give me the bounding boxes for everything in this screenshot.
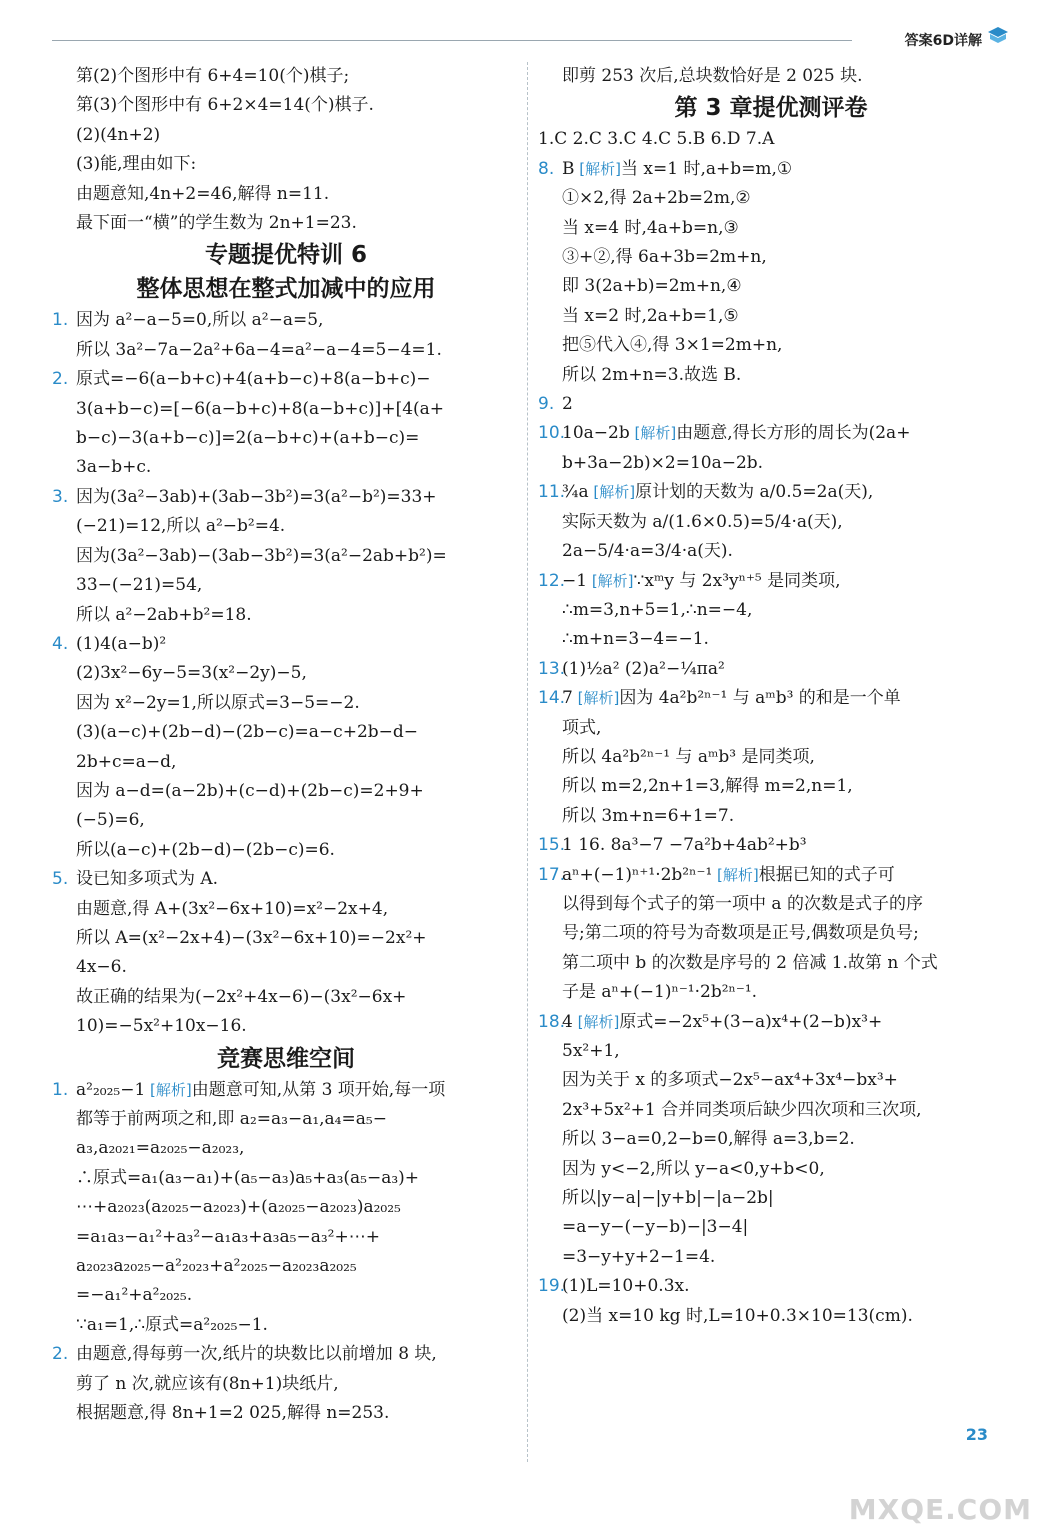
analysis-tag: [解析] [587,571,634,590]
question-number: 11. [538,482,566,503]
answer-line [538,1155,1004,1184]
question-number: 1. [52,310,69,331]
answer-text: 即 3(2a+b)=2m+n,④ [562,276,742,297]
answer-line [52,571,520,600]
question-number: 5. [52,869,69,890]
answer-line [52,395,520,424]
answer-text: 把⑤代入④,得 3×1=2m+n, [562,335,783,356]
question-number: 19. [538,1276,566,1297]
answer-line [538,802,1004,831]
answer-text: ∴m+n=3−4=−1. [562,629,709,650]
answer-text: 最下面一“横”的学生数为 2n+1=23. [76,213,357,234]
answer-text: 根据已知的式子可 [758,864,895,885]
answer-line [52,865,520,894]
answer-text: a²₂₀₂₅−1 [76,1079,146,1100]
answer-text: 2 [562,394,573,415]
answer-line [52,365,520,394]
answer-text: 剪了 n 次,就应该有(8n+1)块纸片, [76,1373,339,1394]
answer-line [538,243,1004,272]
answer-text: 3(a+b−c)=[−6(a−b+c)+8(a−b+c)]+[4(a+ [76,398,445,419]
answer-line [538,655,1004,684]
answer-text: 所以 a²−2ab+b²=18. [76,604,252,625]
answer-text: 1 16. 8a³−7 −7a²b+4ab²+b³ [562,835,807,856]
answer-line [52,895,520,924]
answer-text: =3−y+y+2−1=4. [562,1246,716,1267]
answer-line [52,953,520,982]
answer-text: 原式=−6(a−b+c)+4(a+b−c)+8(a−b+c)− [76,369,431,390]
answer-text: 10a−2b [562,423,630,444]
answer-text: 都等于前两项之和,即 a₂=a₃−a₁,a₄=a₅− [76,1109,387,1129]
question-number: 4. [52,633,69,654]
answer-text: 33−(−21)=54, [76,575,203,596]
answer-line [52,1223,520,1252]
watermark: MXQE.COM [848,1493,1032,1526]
answer-line [52,1012,520,1041]
answer-text: 第(2)个图形中有 6+4=10(个)棋子; [76,66,350,86]
analysis-tag: [解析] [629,424,677,443]
answer-line [538,1125,1004,1154]
answer-text: 第(3)个图形中有 6+2×4=14(个)棋子. [76,95,374,116]
answer-text: (1)4(a−b)² [76,633,167,654]
answer-line [52,542,520,571]
answer-text: 设已知多项式为 A. [76,869,219,890]
answer-text: (2)当 x=10 kg 时,L=10+0.3×10=13(cm). [562,1305,913,1326]
answer-text: 第二项中 b 的次数是序号的 2 倍减 1.故第 n 个式 [562,952,938,973]
answer-line [52,836,520,865]
question-number: 18. [538,1011,566,1032]
answer-text: 因为 y<−2,所以 y−a<0,y+b<0, [562,1158,825,1179]
answer-line [538,684,1004,713]
analysis-tag: [解析] [572,689,620,708]
answer-line [538,155,1004,184]
answer-line [52,209,520,238]
column-divider [527,62,528,1462]
answer-text: 号;第二项的符号为奇数项是正号,偶数项是负号; [562,923,919,944]
answer-line [52,1281,520,1310]
answer-text: 因为关于 x 的多项式−2x⁵−ax⁴+3x⁴−bx³+ [562,1070,898,1091]
answer-text: 所以(a−c)+(2b−d)−(2b−c)=6. [76,839,335,860]
answer-line [538,1302,1004,1331]
answer-text: aⁿ+(−1)ⁿ⁺¹·2b²ⁿ⁻¹ [562,864,713,885]
answer-text: ⋯+a₂₀₂₃(a₂₀₂₅−a₂₀₂₃)+(a₂₀₂₅−a₂₀₂₃)a₂₀₂₅ [76,1197,401,1218]
answer-line [52,924,520,953]
answer-text: 所以 4a²b²ⁿ⁻¹ 与 aᵐb³ 是同类项, [562,746,815,767]
answer-line [52,424,520,453]
section-heading: 第 3 章提优测评卷 [674,95,868,122]
answer-line [538,214,1004,243]
answer-text: =a−y−(−y−b)−|3−4| [562,1217,749,1238]
answer-text: =a₁a₃−a₁²+a₃²−a₁a₃+a₃a₅−a₃²+⋯+ [76,1226,380,1247]
answer-text: (2)(4n+2) [76,124,161,145]
analysis-tag: [解析] [712,865,759,884]
answer-line [52,748,520,777]
answer-text: 因为(3a²−3ab)+(3ab−3b²)=3(a²−b²)=33+ [76,486,437,507]
answer-text: 1.C 2.C 3.C 4.C 5.B 6.D 7.A [538,129,775,150]
answer-text: 所以 3a²−7a−2a²+6a−4=a²−a−4=5−4=1. [76,339,442,360]
answer-text: ①×2,得 2a+2b=2m,② [562,188,751,209]
answer-text: 所以 m=2,2n+1=3,解得 m=2,n=1, [562,776,853,797]
answer-text: 实际天数为 a/(1.6×0.5)=5/4·a(天), [562,511,843,532]
answer-text: (−21)=12,所以 a²−b²=4. [76,516,286,537]
answer-line [52,453,520,482]
answer-text: 所以 3−a=0,2−b=0,解得 a=3,b=2. [562,1129,855,1150]
question-number: 3. [52,486,69,507]
answer-text: 子是 aⁿ+(−1)ⁿ⁻¹·2b²ⁿ⁻¹. [562,982,758,1003]
answer-text: (3)(a−c)+(2b−d)−(2b−c)=a−c+2b−d− [76,722,419,743]
answer-text: 由题意,得每剪一次,纸片的块数比以前增加 8 块, [76,1344,437,1365]
answer-line [538,1008,1004,1037]
analysis-tag: [解析] [145,1080,192,1099]
answer-line [538,625,1004,654]
answer-line [52,483,520,512]
answer-line [538,596,1004,625]
answer-text: 因为 a−d=(a−2b)+(c−d)+(2b−c)=2+9+ [76,780,424,801]
answer-line [52,150,520,179]
answer-text: ∴m=3,n+5=1,∴n=−4, [562,599,753,620]
answer-line [52,62,520,91]
answer-text: −1 [562,570,588,591]
answer-line [538,949,1004,978]
answer-line [52,1252,520,1281]
answer-line [538,508,1004,537]
answer-line [538,62,1004,91]
answer-line [52,806,520,835]
answer-text: 4x−6. [76,957,127,978]
answer-line [52,689,520,718]
answer-text: 3a−b+c. [76,457,152,478]
answer-line [538,184,1004,213]
answer-text: 当 x=4 时,4a+b=n,③ [562,217,739,238]
question-number: 17. [538,864,566,885]
answer-line [52,1134,520,1163]
answer-line [538,743,1004,772]
answer-line [538,302,1004,331]
answer-text: a₃,a₂₀₂₁=a₂₀₂₅−a₂₀₂₃, [76,1138,245,1159]
answer-text: ③+②,得 6a+3b=2m+n, [562,247,767,268]
answer-line [538,831,1004,860]
header-rule [52,40,852,41]
left-column [52,62,520,1428]
answer-text: 5x²+1, [562,1041,620,1061]
answer-text: =−a₁²+a²₂₀₂₅. [76,1285,193,1306]
answer-text: 故正确的结果为(−2x²+4x−6)−(3x²−6x+ [76,986,407,1007]
answer-line [52,1311,520,1340]
answer-line [538,361,1004,390]
answer-line [538,1096,1004,1125]
answer-line [52,630,520,659]
answer-text: 所以 3m+n=6+1=7. [562,805,735,826]
answer-line [538,1037,1004,1066]
answer-text: 由题意,得 A+(3x²−6x+10)=x²−2x+4, [76,898,389,919]
answer-line [538,478,1004,507]
answer-text: 4 [562,1011,573,1032]
question-number: 13. [538,658,566,679]
answer-text: 项式, [562,717,602,738]
book-logo-icon [986,24,1010,48]
answer-text: (−5)=6, [76,810,145,831]
analysis-tag: [解析] [572,1012,620,1031]
question-number: 10. [538,423,566,444]
question-number: 2. [52,1344,69,1365]
answer-text: 所以 2m+n=3.故选 B. [562,364,742,385]
answer-text: 所以|y−a|−|y+b|−|a−2b| [562,1188,774,1209]
answer-text: 根据题意,得 8n+1=2 025,解得 n=253. [76,1403,390,1424]
question-number: 9. [538,394,555,415]
answer-text: a₂₀₂₃a₂₀₂₅−a²₂₀₂₃+a²₂₀₂₅−a₂₀₂₃a₂₀₂₅ [76,1256,357,1277]
answer-line [538,331,1004,360]
answer-text: b+3a−2b)×2=10a−2b. [562,452,764,473]
answer-line [538,1243,1004,1272]
answer-line [538,890,1004,919]
answer-line [538,567,1004,596]
answer-text: (2)3x²−6y−5=3(x²−2y)−5, [76,663,307,684]
answer-line [538,419,1004,448]
answer-line [538,390,1004,419]
answer-line [52,1193,520,1222]
answer-line [538,125,1004,154]
answer-line [52,601,520,630]
answer-line [52,1164,520,1193]
answer-text: b−c)−3(a+b−c)]=2(a−b+c)+(a+b−c)= [76,428,420,449]
answer-text: 以得到每个式子的第一项中 a 的次数是式子的序 [562,893,923,914]
answer-text: 由题意,得长方形的周长为(2a+ [676,423,911,444]
answer-line [52,983,520,1012]
analysis-tag: [解析] [588,483,636,502]
answer-text: ∵a₁=1,∴原式=a²₂₀₂₅−1. [76,1314,268,1335]
answer-line [538,1213,1004,1242]
answer-text: 2x³+5x²+1 合并同类项后缺少四次项和三次项, [562,1099,922,1120]
answer-text: 由题意可知,从第 3 项开始,每一项 [191,1079,446,1100]
answer-text: B [562,158,575,179]
answer-text: ∵xᵐy 与 2x³yⁿ⁺⁵ 是同类项, [633,570,841,591]
answer-line [52,1105,520,1134]
answer-line [538,449,1004,478]
answer-line [538,919,1004,948]
question-number: 15. [538,835,566,856]
analysis-tag: [解析] [574,159,621,178]
answer-line [538,1272,1004,1301]
answer-text: ¾a [562,482,589,503]
answer-text: (3)能,理由如下: [76,154,197,175]
answer-line [538,537,1004,566]
question-number: 8. [538,158,555,179]
answer-text: 即剪 253 次后,总块数恰好是 2 025 块. [562,66,863,86]
answer-text: (1)½a² (2)a²−¼πa² [562,658,725,679]
answer-line [52,1399,520,1428]
header-label: 答案6D详解 [904,33,982,49]
answer-line [52,306,520,335]
answer-line [52,336,520,365]
answer-line [538,1184,1004,1213]
answer-text: 因为(3a²−3ab)−(3ab−3b²)=3(a²−2ab+b²)= [76,545,447,566]
answer-line [538,772,1004,801]
answer-line [538,861,1004,890]
answer-text: 因为 a²−a−5=0,所以 a²−a=5, [76,310,324,331]
answer-text: 原式=−2x⁵+(3−a)x⁴+(2−b)x³+ [619,1011,883,1032]
section-heading: 专题提优特训 6 [204,242,367,269]
answer-line [52,180,520,209]
answer-text: 由题意知,4n+2=46,解得 n=11. [76,183,330,204]
answer-line [52,1076,520,1105]
question-number: 1. [52,1079,69,1100]
answer-text: 2a−5/4·a=3/4·a(天). [562,541,733,562]
answer-line [52,659,520,688]
answer-line [52,777,520,806]
question-number: 12. [538,570,566,591]
right-column [538,62,1004,1331]
answer-line [52,91,520,120]
answer-line [52,1340,520,1369]
answer-text: 7 [562,688,573,709]
answer-line [538,714,1004,743]
answer-line [538,272,1004,301]
section-heading: 整体思想在整式加减中的应用 [136,276,436,303]
answer-line [52,121,520,150]
answer-text: ∴原式=a₁(a₃−a₁)+(a₅−a₃)a₅+a₃(a₅−a₃)+ [76,1167,420,1188]
answer-text: 因为 x²−2y=1,所以原式=3−5=−2. [76,692,360,713]
question-number: 14. [538,688,566,709]
answer-text: 因为 4a²b²ⁿ⁻¹ 与 aᵐb³ 的和是一个单 [619,688,901,709]
answer-text: 2b+c=a−d, [76,751,177,772]
page-number: 23 [965,1425,988,1444]
answer-text: 所以 A=(x²−2x+4)−(3x²−6x+10)=−2x²+ [76,927,427,948]
answer-line [52,718,520,747]
answer-line [538,1066,1004,1095]
question-number: 2. [52,369,69,390]
answer-line [538,978,1004,1007]
answer-text: 当 x=2 时,2a+b=1,⑤ [562,305,739,326]
answer-text: (1)L=10+0.3x. [562,1276,690,1297]
answer-text: 当 x=1 时,a+b=m,① [620,158,793,179]
section-heading: 竞赛思维空间 [217,1045,355,1072]
answer-text: 10)=−5x²+10x−16. [76,1016,247,1037]
answer-line [52,1370,520,1399]
answer-text: 原计划的天数为 a/0.5=2a(天), [635,482,874,503]
answer-line [52,512,520,541]
